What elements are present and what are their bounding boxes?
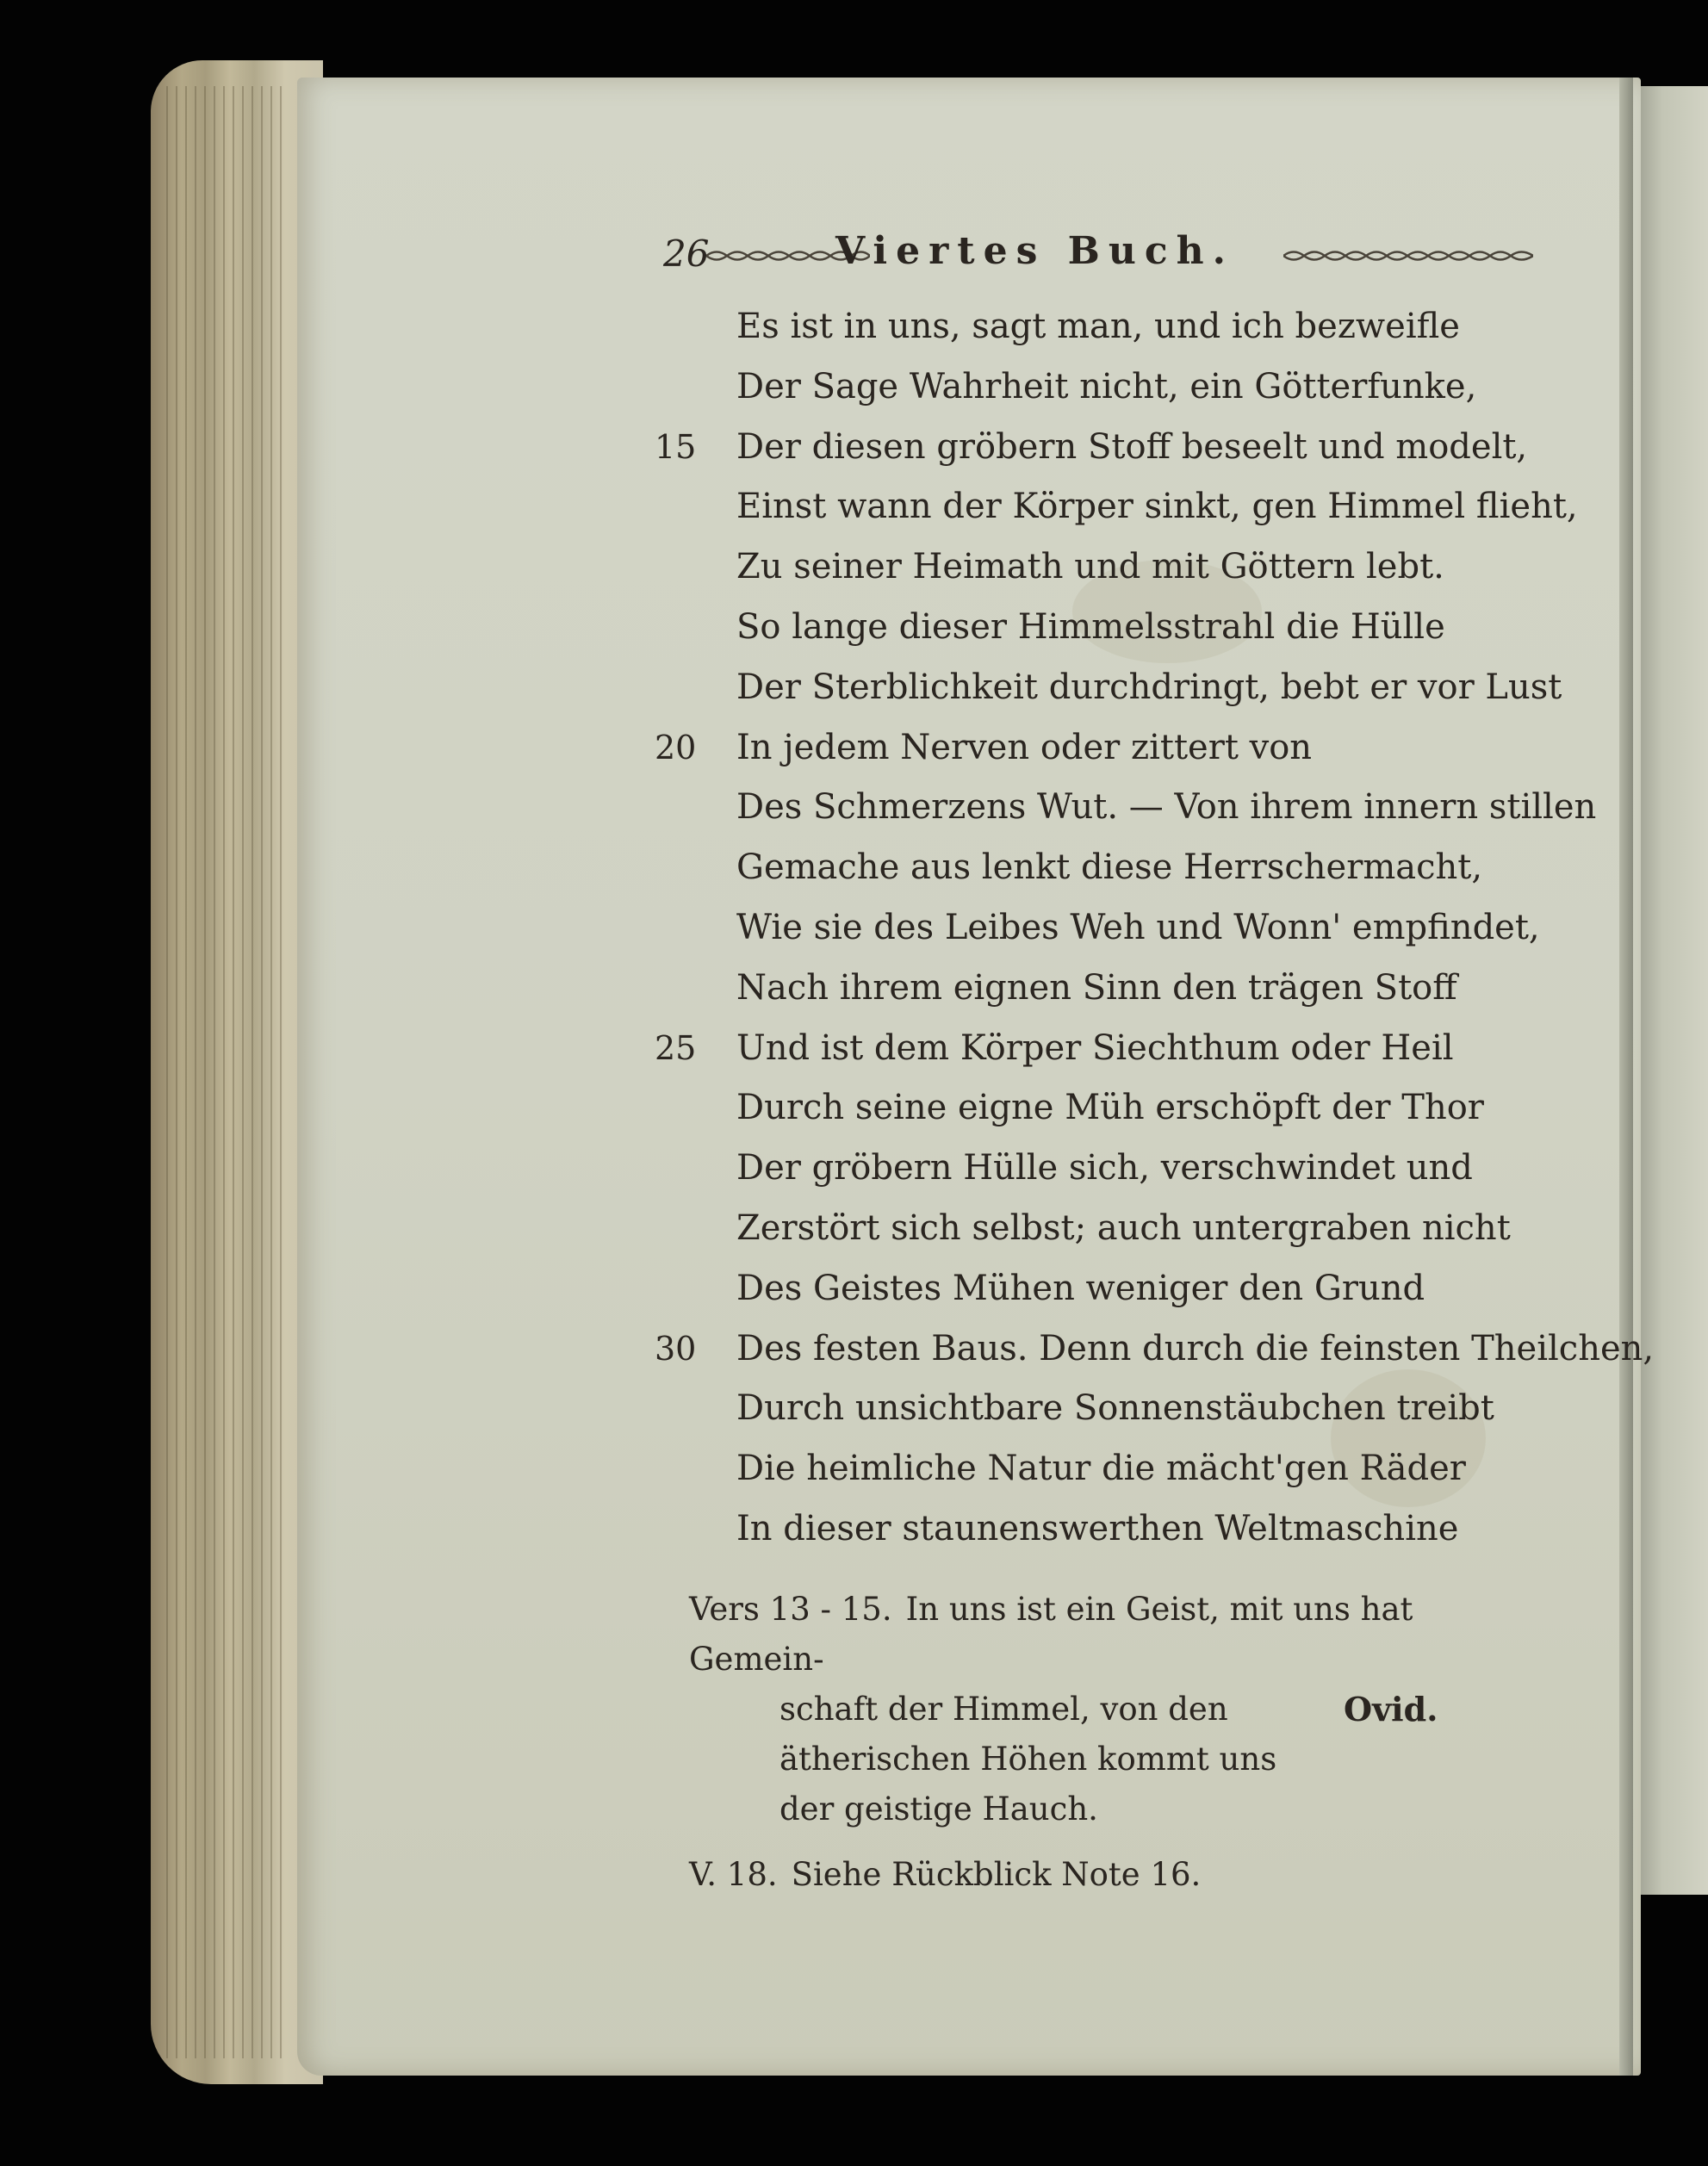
line-number: 20 — [655, 728, 697, 766]
poem-line — [655, 658, 1568, 718]
line-text: Zerstört sich selbst; auch untergraben nicht — [736, 1207, 1511, 1248]
line-text: Nach ihrem eignen Sinn den trägen Stoff — [736, 967, 1457, 1008]
line-text: Zu seiner Heimath und mit Göttern lebt. — [736, 547, 1444, 587]
poem-line — [655, 1379, 1568, 1439]
poem-line — [655, 959, 1568, 1019]
poem-line — [655, 418, 1568, 478]
footnote-label: V. 18. — [689, 1856, 778, 1893]
footnote-label: Vers 13 - 15. — [689, 1591, 892, 1628]
poem-line — [655, 598, 1568, 658]
line-text: Des festen Baus. Denn durch die feinsten Theilchen, — [736, 1328, 1655, 1368]
poem-line — [655, 1019, 1568, 1079]
footnote-text-first: In uns ist ein Geist, mit uns hat Gemein- — [689, 1591, 1413, 1678]
poem-line — [655, 1499, 1568, 1560]
footnote-attribution: Ovid. — [1344, 1690, 1438, 1728]
line-text: In jedem Nerven oder zittert von — [736, 727, 1313, 767]
line-text: Es ist in uns, sagt man, und ich bezweifle — [736, 307, 1460, 346]
line-text: Des Geistes Mühen weniger den Grund — [736, 1268, 1425, 1308]
line-text: In dieser staunenswerthen Weltmaschine — [736, 1508, 1459, 1548]
poem-line — [655, 1199, 1568, 1259]
running-head: Viertes Buch. — [835, 229, 1234, 273]
poem-text — [655, 297, 1655, 1560]
page-header — [663, 229, 1533, 284]
line-text: Der gröbern Hülle sich, verschwindet und — [736, 1148, 1473, 1189]
page-number: 26 — [663, 233, 710, 275]
footnotes — [689, 1585, 1550, 1900]
line-text: Wie sie des Leibes Weh und Wonn' empfindet, — [736, 907, 1540, 947]
footnote-text-rest: schaft der Himmel, von den ätherischen Höhen kommt uns der geistige Hauch. — [779, 1691, 1277, 1828]
book-gutter — [1619, 78, 1633, 2076]
poem-line — [655, 1259, 1568, 1319]
line-text: Der Sterblichkeit durchdringt, bebt er vor Lust — [736, 667, 1562, 707]
footnote-2 — [689, 1850, 1550, 1900]
line-text: Gemache aus lenkt diese Herrschermacht, — [736, 847, 1483, 888]
poem-line — [655, 898, 1568, 959]
poem-line — [655, 1139, 1568, 1199]
line-text: So lange dieser Himmelsstrahl die Hülle — [736, 606, 1445, 647]
poem-line — [655, 838, 1568, 898]
line-text: Der diesen gröbern Stoff beseelt und modelt, — [736, 426, 1528, 467]
poem-line — [655, 778, 1597, 838]
poem-line — [655, 297, 1568, 357]
line-number: 30 — [655, 1329, 697, 1368]
poem-line — [655, 718, 1568, 779]
poem-line — [655, 537, 1568, 598]
line-text: Durch seine eigne Müh erschöpft der Thor — [736, 1088, 1484, 1128]
line-text: Die heimliche Natur die mächt'gen Räder — [736, 1449, 1466, 1489]
footnote-1 — [689, 1585, 1550, 1834]
footnote-text: Siehe Rückblick Note 16. — [791, 1856, 1202, 1893]
line-number: 15 — [655, 427, 697, 466]
line-text: Der Sage Wahrheit nicht, ein Götterfunke, — [736, 366, 1477, 407]
poem-line — [655, 1439, 1568, 1499]
header-ornament-right — [1283, 248, 1533, 264]
facing-page-edge — [1632, 86, 1708, 1895]
poem-line — [655, 357, 1568, 418]
line-number: 25 — [655, 1028, 697, 1067]
line-text: Durch unsichtbare Sonnenstäubchen treibt — [736, 1388, 1494, 1429]
poem-line — [655, 1078, 1568, 1139]
line-text: Und ist dem Körper Siechthum oder Heil — [736, 1027, 1454, 1068]
poem-line — [655, 1319, 1655, 1380]
poem-line — [655, 477, 1578, 537]
line-text: Einst wann der Körper sinkt, gen Himmel flieht, — [736, 487, 1578, 527]
line-text: Des Schmerzens Wut. — Von ihrem innern stillen — [736, 787, 1597, 828]
